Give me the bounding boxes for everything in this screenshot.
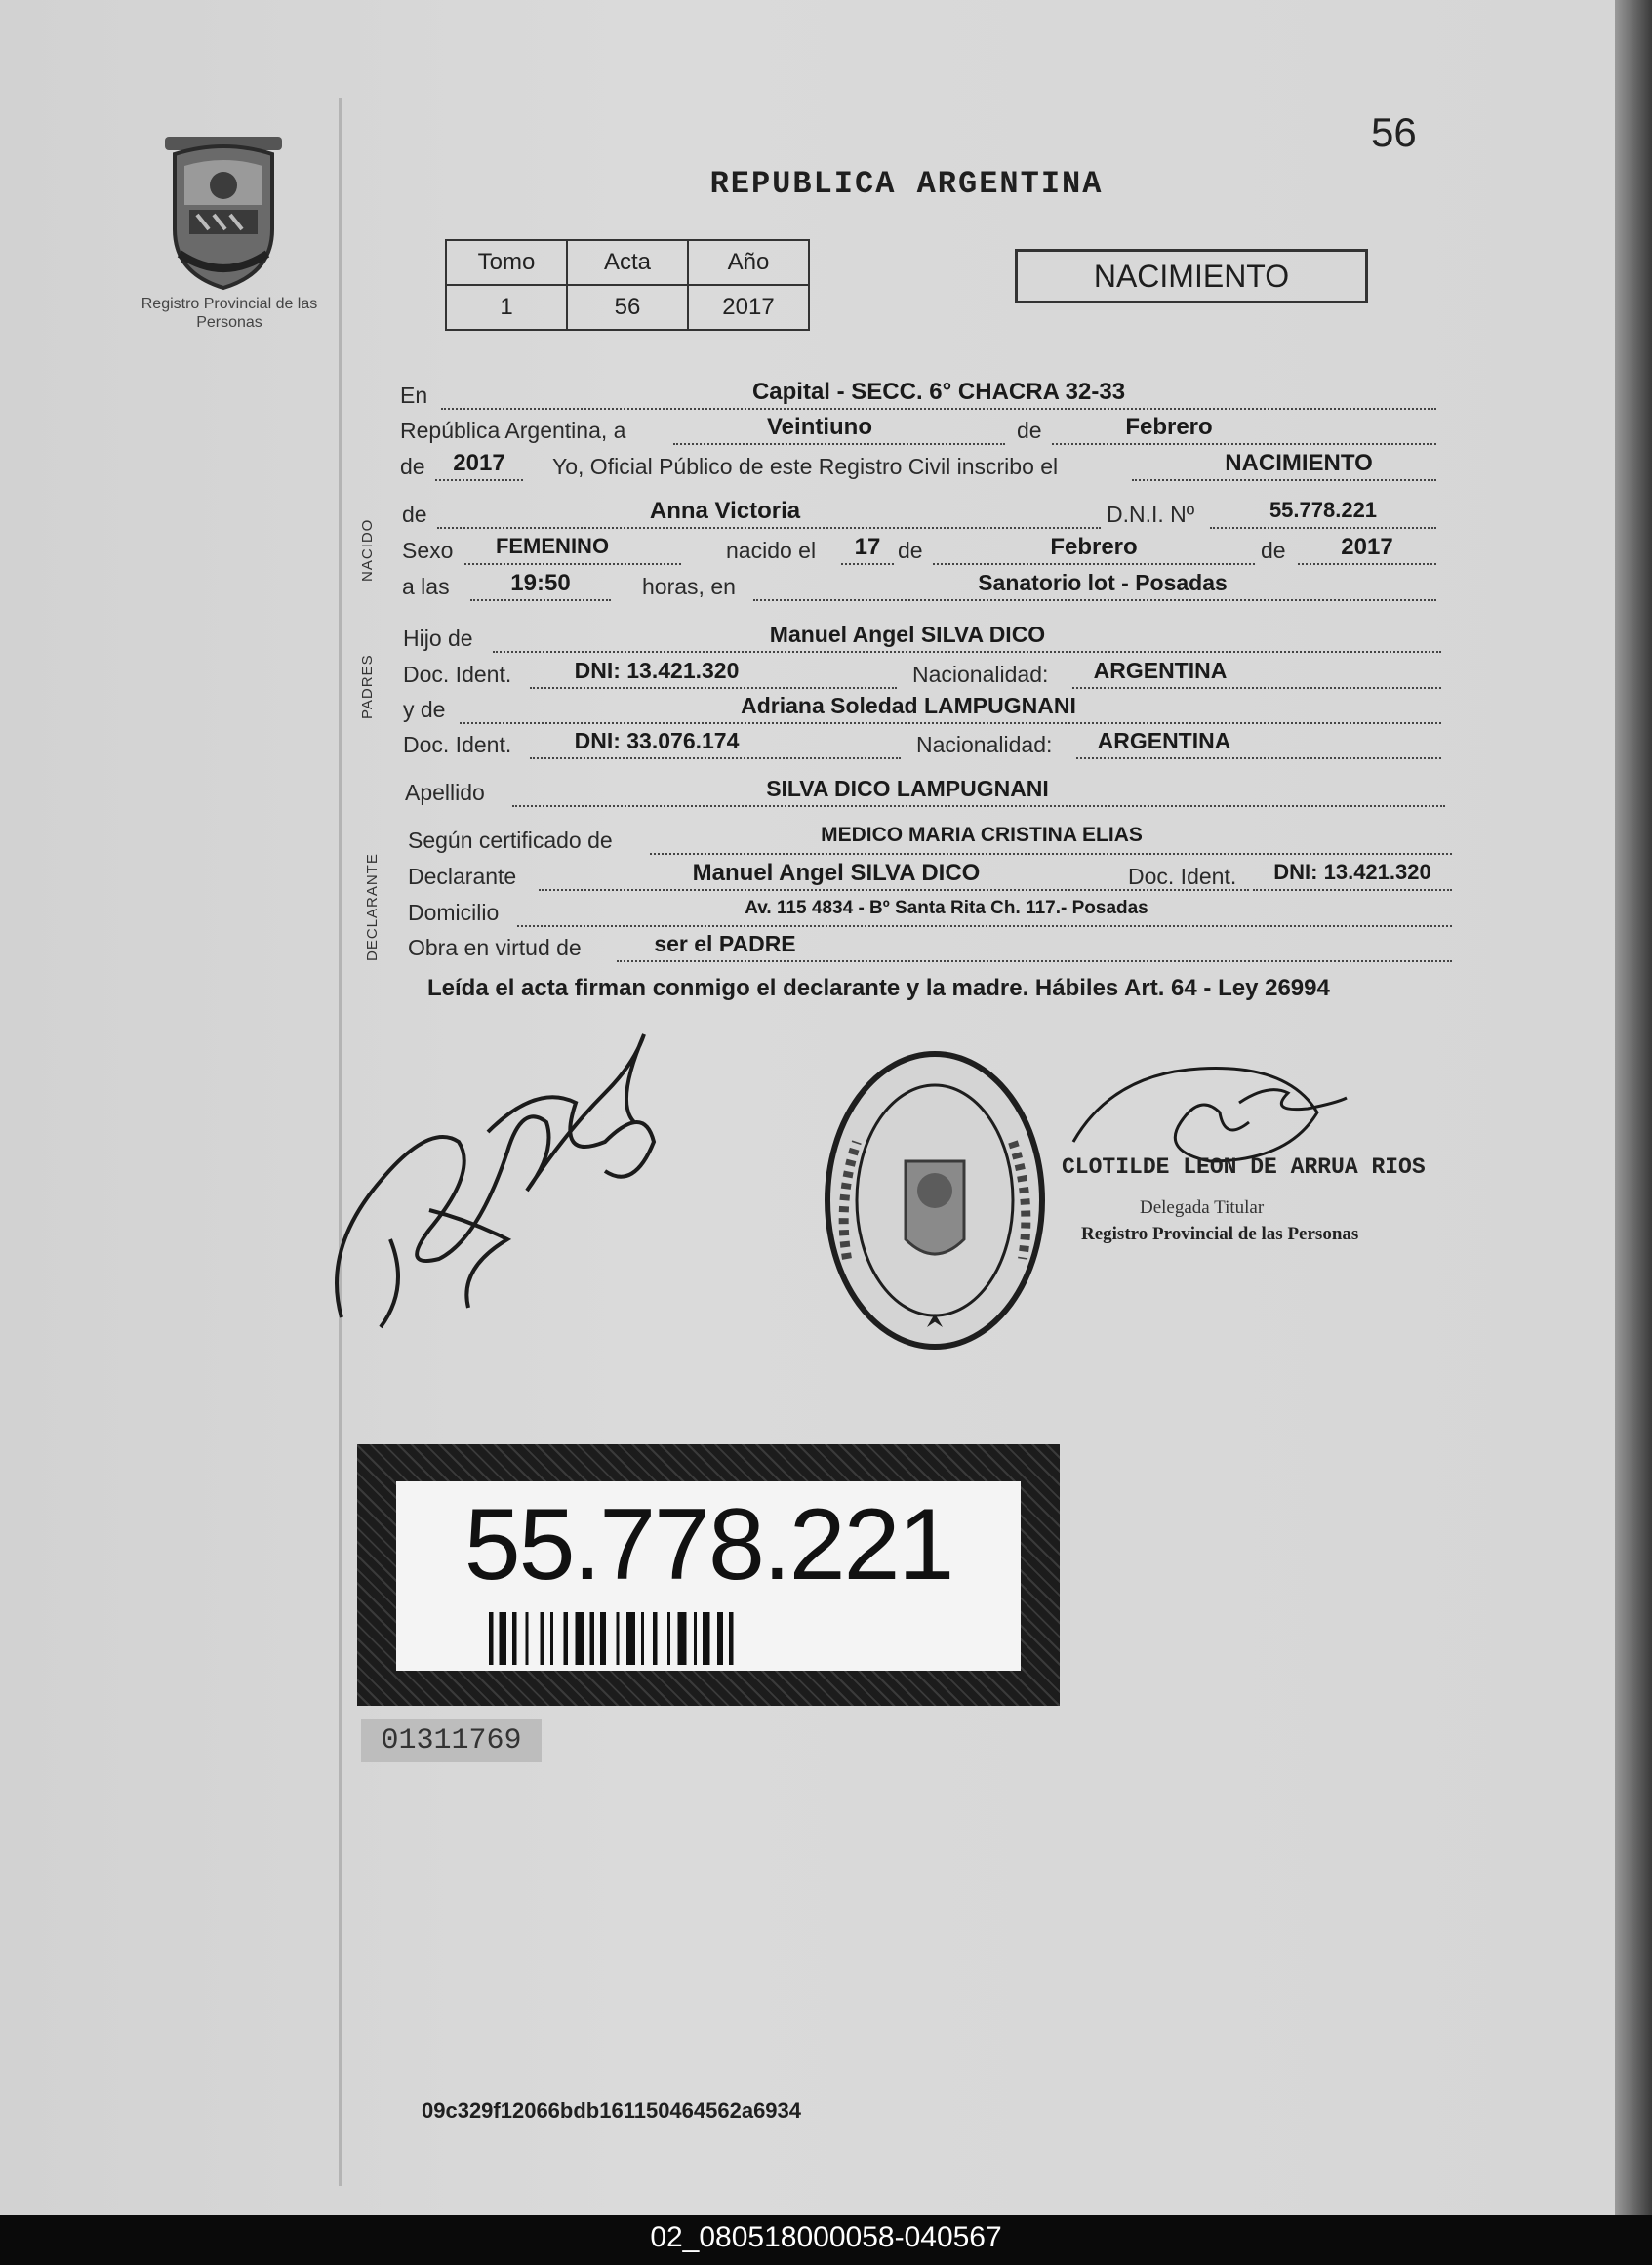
value-acta: 56 (567, 285, 688, 330)
field-declarant-doc: DNI: 13.421.320 (1273, 860, 1431, 884)
barcode-bar (694, 1612, 697, 1665)
label-de2: de (400, 454, 425, 479)
barcode-bar (653, 1612, 658, 1665)
value-anio: 2017 (688, 285, 809, 330)
barcode (489, 1612, 928, 1665)
dni-sticker (357, 1444, 1060, 1706)
label-nacionalidad: Nacionalidad: (916, 732, 1053, 757)
label-sexo: Sexo (402, 538, 454, 563)
field-location: Capital - SECC. 6° CHACRA 32-33 (751, 379, 1126, 405)
sticker-number: 55.778.221 (463, 1488, 953, 1601)
label-doc-ident: Doc. Ident. (403, 662, 512, 687)
barcode-bar (703, 1612, 710, 1665)
barcode-bar (564, 1612, 569, 1665)
label-apellido: Apellido (405, 780, 485, 805)
record-type-box: NACIMIENTO (1015, 249, 1368, 303)
statement-text: Yo, Oficial Público de este Registro Civil inscribo el (552, 454, 1059, 479)
label-domicilio: Domicilio (408, 900, 500, 925)
field-birth-month: Febrero (1050, 534, 1138, 560)
barcode-bar (667, 1612, 670, 1665)
field-father-nationality: ARGENTINA (1093, 658, 1228, 683)
field-mother-name: Adriana Soledad LAMPUGNANI (741, 693, 1076, 718)
barcode-bar (626, 1612, 635, 1665)
label-en: En (400, 383, 428, 408)
field-month: Febrero (1125, 414, 1213, 440)
field-birth-place: Sanatorio lot - Posadas (978, 570, 1228, 595)
barcode-bar (526, 1612, 529, 1665)
field-birth-day: 17 (854, 534, 881, 560)
page-edge-shadow (1615, 0, 1652, 2215)
field-child-name: Anna Victoria (649, 498, 801, 524)
field-address: Av. 115 4834 - Bº Santa Rita Ch. 117.- Posadas (745, 898, 1148, 918)
barcode-bar (600, 1612, 606, 1665)
provincial-crest-icon (160, 137, 287, 293)
label-de: de (402, 502, 427, 527)
official-name: CLOTILDE LEON DE ARRUA RIOS (1062, 1154, 1426, 1180)
label-de: de (898, 538, 923, 563)
barcode-bar (641, 1612, 644, 1665)
label-y-de: y de (403, 697, 446, 722)
field-sex: FEMENINO (495, 534, 610, 558)
label-hijo-de: Hijo de (403, 626, 473, 651)
field-father-name: Manuel Angel SILVA DICO (769, 622, 1046, 647)
field-day: Veintiuno (767, 414, 872, 440)
record-table-values (446, 285, 809, 330)
section-label-padres: PADRES (359, 654, 376, 719)
label-nacido-el: nacido el (726, 538, 817, 563)
label-horas: horas, en (642, 574, 736, 599)
field-mother-nationality: ARGENTINA (1097, 728, 1231, 753)
field-year: 2017 (453, 450, 505, 476)
field-registered-event: NACIMIENTO (1225, 450, 1373, 476)
header-acta: Acta (567, 240, 688, 285)
page-title: REPUBLICA ARGENTINA (709, 166, 1104, 202)
section-label-nacido: NACIDO (359, 518, 376, 582)
label-certificado: Según certificado de (408, 828, 613, 853)
label-de: de (1017, 418, 1042, 443)
barcode-bar (512, 1612, 517, 1665)
field-father-doc: DNI: 13.421.320 (574, 658, 740, 683)
field-mother-doc: DNI: 33.076.174 (574, 728, 740, 753)
barcode-bar (541, 1612, 545, 1665)
label-obra: Obra en virtud de (408, 935, 582, 960)
barcode-bar (717, 1612, 723, 1665)
label-dni: D.N.I. Nº (1107, 502, 1195, 527)
label-nacionalidad: Nacionalidad: (912, 662, 1049, 687)
label-de2: de (1261, 538, 1286, 563)
header-anio: Año (688, 240, 809, 285)
barcode-bar (550, 1612, 553, 1665)
official-role: Delegada Titular (1140, 1197, 1265, 1218)
barcode-bar (617, 1612, 620, 1665)
declarant-signature (312, 995, 683, 1347)
value-tomo: 1 (446, 285, 567, 330)
registry-seal (818, 1044, 1052, 1356)
scan-id: 02_080518000058-040567 (650, 2221, 1002, 2253)
label-doc-ident: Doc. Ident. (403, 732, 512, 757)
field-surname: SILVA DICO LAMPUGNANI (766, 776, 1049, 801)
label-doc-ident: Doc. Ident. (1128, 864, 1237, 889)
label-declarante: Declarante (408, 864, 517, 889)
official-organization: Registro Provincial de las Personas (1081, 1224, 1359, 1244)
sticker-label (396, 1481, 1021, 1671)
field-child-dni: 55.778.221 (1269, 498, 1378, 522)
barcode-bar (678, 1612, 687, 1665)
barcode-bar (590, 1612, 595, 1665)
section-label-declarante: DECLARANTE (364, 853, 381, 961)
barcode-bar (576, 1612, 584, 1665)
label-a-las: a las (402, 574, 450, 599)
document-hash: 09c329f12066bdb161150464562a6934 (422, 2098, 802, 2123)
record-table (445, 239, 810, 331)
field-obra: ser el PADRE (654, 931, 796, 956)
field-certificate: MEDICO MARIA CRISTINA ELIAS (821, 824, 1143, 846)
record-table-header (446, 240, 809, 285)
barcode-bar (500, 1612, 507, 1665)
page-number: 56 (1371, 109, 1417, 155)
legal-statement: Leída el acta firman conmigo el declarante y la madre. Hábiles Art. 64 - Ley 26994 (427, 975, 1330, 1001)
field-birth-year: 2017 (1341, 534, 1393, 560)
barcode-bar (489, 1612, 494, 1665)
barcode-bar (729, 1612, 734, 1665)
control-number: 01311769 (361, 1719, 542, 1762)
label-country: República Argentina, a (400, 418, 626, 443)
field-birth-time: 19:50 (510, 570, 571, 596)
registry-label: Registro Provincial de las Personas (141, 296, 318, 331)
field-declarant: Manuel Angel SILVA DICO (692, 860, 981, 886)
header-tomo: Tomo (446, 240, 567, 285)
